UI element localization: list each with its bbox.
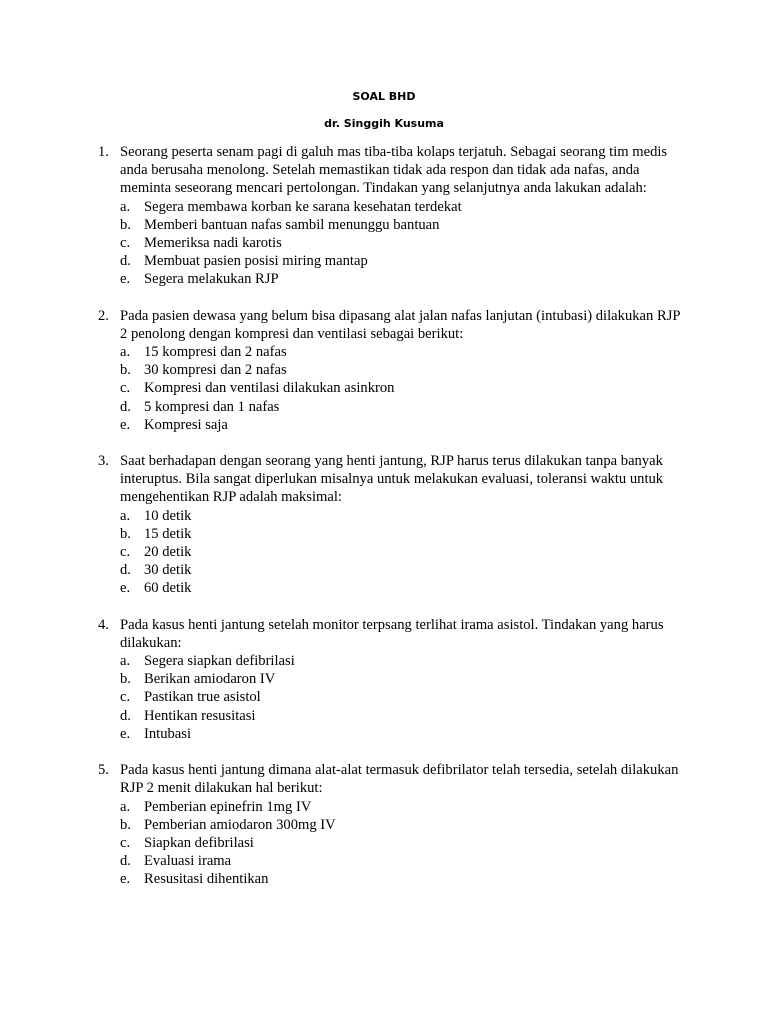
question-number: 4. [98, 616, 109, 633]
option-text: Resusitasi dihentikan [144, 871, 269, 888]
option-d [120, 561, 680, 579]
option-letter: d. [120, 253, 131, 270]
option-b [120, 216, 680, 234]
option-letter: a. [120, 653, 131, 670]
option-letter: a. [120, 798, 131, 815]
option-text: 15 detik [144, 525, 192, 542]
option-e [120, 416, 680, 434]
option-letter: e. [120, 416, 131, 433]
option-text: Pemberian amiodaron 300mg IV [144, 816, 336, 833]
option-letter: c. [120, 834, 131, 851]
option-letter: d. [120, 707, 131, 724]
question-text: Saat berhadapan dengan seorang yang henti jantung, RJP harus terus dilakukan tanpa banyak interuptus. Bila sangat diperlukan misalnya untuk melakukan evaluasi, toleransi waktu untuk mengehentikan RJP adalah maksimal: [120, 453, 664, 506]
option-letter: d. [120, 562, 131, 579]
question-text: Pada kasus henti jantung dimana alat-alat termasuk defibrilator telah tersedia, setelah dilakukan RJP 2 menit dilakukan hal berikut: [120, 762, 679, 797]
option-letter: e. [120, 580, 131, 597]
option-c [120, 234, 680, 252]
option-letter: b. [120, 525, 131, 542]
option-letter: c. [120, 544, 131, 561]
option-text: 60 detik [144, 580, 192, 597]
option-list [120, 198, 680, 289]
document-author: dr. Singgih Kusuma [324, 117, 444, 130]
option-c [120, 688, 680, 706]
option-letter: c. [120, 689, 131, 706]
option-e [120, 270, 680, 288]
option-a [120, 652, 680, 670]
option-letter: b. [120, 816, 131, 833]
option-list [120, 798, 680, 889]
option-letter: b. [120, 216, 131, 233]
option-text: 10 detik [144, 507, 192, 524]
question-text: Pada pasien dewasa yang belum bisa dipasang alat jalan nafas lanjutan (intubasi) dilakukan RJP 2 penolong dengan kompresi dan ventilasi sebagai berikut: [120, 307, 680, 342]
question-text: Pada kasus henti jantung setelah monitor terpsang terlihat irama asistol. Tindakan yang harus dilakukan: [120, 616, 664, 651]
option-letter: c. [120, 380, 131, 397]
option-text: Membuat pasien posisi miring mantap [144, 253, 368, 270]
option-text: Intubasi [144, 725, 192, 742]
option-text: Memeriksa nadi karotis [144, 235, 282, 252]
option-text: 15 kompresi dan 2 nafas [144, 344, 287, 361]
option-d [120, 398, 680, 416]
option-d [120, 852, 680, 870]
option-letter: b. [120, 362, 131, 379]
option-text: Kompresi saja [144, 416, 228, 433]
option-d [120, 252, 680, 270]
option-list [120, 343, 680, 434]
option-list [120, 652, 680, 743]
option-a [120, 198, 680, 216]
option-b [120, 670, 680, 688]
option-letter: e. [120, 725, 131, 742]
option-letter: e. [120, 871, 131, 888]
option-e [120, 725, 680, 743]
option-c [120, 543, 680, 561]
option-text: Kompresi dan ventilasi dilakukan asinkron [144, 380, 395, 397]
option-text: 30 detik [144, 562, 192, 579]
question-number: 5. [98, 762, 109, 779]
question-4 [0, 616, 680, 743]
option-letter: c. [120, 235, 131, 252]
question-2 [0, 307, 680, 434]
option-a [120, 507, 680, 525]
question-text: Seorang peserta senam pagi di galuh mas tiba-tiba kolaps terjatuh. Sebagai seorang tim medis anda berusaha menolong. Setelah memastikan tidak ada respon dan tidak ada nafas, anda meminta seseorang mencari pertolongan. Tindakan yang selanjutnya anda lakukan adalah: [120, 144, 668, 197]
option-b [120, 816, 680, 834]
option-text: Evaluasi irama [144, 853, 232, 870]
option-e [120, 870, 680, 888]
question-number: 2. [98, 307, 109, 324]
option-text: 30 kompresi dan 2 nafas [144, 362, 287, 379]
option-letter: a. [120, 198, 131, 215]
option-letter: b. [120, 671, 131, 688]
document-title: SOAL BHD [352, 90, 416, 103]
option-text: Segera melakukan RJP [144, 271, 279, 288]
option-a [120, 798, 680, 816]
option-b [120, 361, 680, 379]
option-b [120, 525, 680, 543]
option-letter: e. [120, 271, 131, 288]
option-letter: d. [120, 853, 131, 870]
option-list [120, 507, 680, 598]
option-text: Hentikan resusitasi [144, 707, 256, 724]
option-text: Segera siapkan defibrilasi [144, 653, 295, 670]
option-letter: a. [120, 344, 131, 361]
option-e [120, 579, 680, 597]
question-3 [0, 452, 680, 598]
option-text: Siapkan defibrilasi [144, 834, 254, 851]
option-text: Berikan amiodaron IV [144, 671, 276, 688]
option-letter: d. [120, 398, 131, 415]
option-c [120, 379, 680, 397]
option-d [120, 707, 680, 725]
option-text: 20 detik [144, 544, 192, 561]
option-letter: a. [120, 507, 131, 524]
option-c [120, 834, 680, 852]
option-text: Memberi bantuan nafas sambil menunggu bantuan [144, 216, 440, 233]
option-a [120, 343, 680, 361]
question-5 [0, 761, 680, 888]
question-1 [0, 143, 680, 289]
question-number: 1. [98, 144, 109, 160]
option-text: Pemberian epinefrin 1mg IV [144, 798, 312, 815]
option-text: 5 kompresi dan 1 nafas [144, 398, 280, 415]
question-list [0, 143, 768, 907]
option-text: Pastikan true asistol [144, 689, 261, 706]
question-number: 3. [98, 453, 109, 470]
option-text: Segera membawa korban ke sarana kesehatan terdekat [144, 198, 462, 215]
